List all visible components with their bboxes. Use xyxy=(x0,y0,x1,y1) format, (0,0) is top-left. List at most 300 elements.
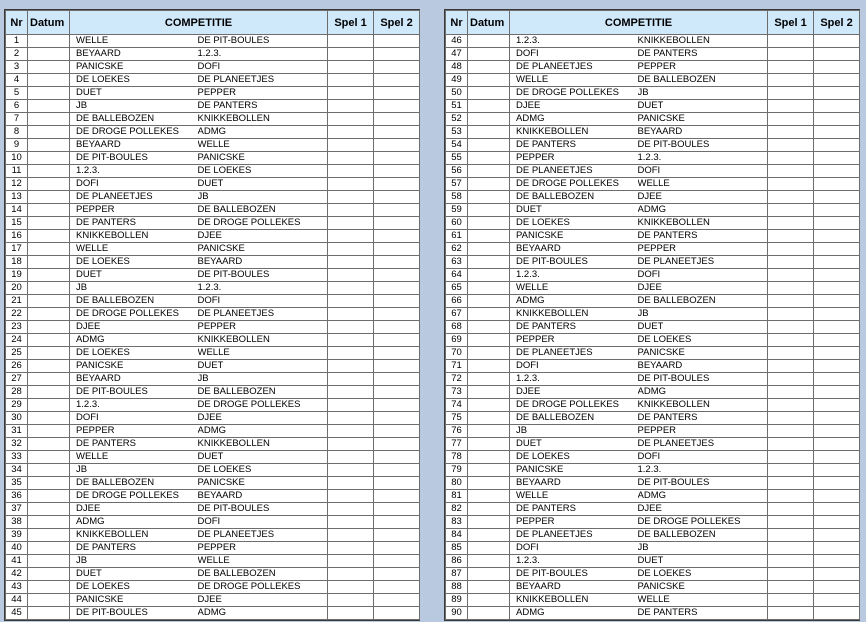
score-game-2-cell[interactable] xyxy=(374,243,420,256)
date-cell[interactable] xyxy=(28,87,70,100)
score-game-2-cell[interactable] xyxy=(374,373,420,386)
score-game-1-cell[interactable] xyxy=(768,295,814,308)
score-game-1-cell[interactable] xyxy=(768,568,814,581)
date-cell[interactable] xyxy=(468,334,510,347)
date-cell[interactable] xyxy=(468,165,510,178)
score-game-1-cell[interactable] xyxy=(768,48,814,61)
date-cell[interactable] xyxy=(468,464,510,477)
score-game-1-cell[interactable] xyxy=(768,607,814,620)
date-cell[interactable] xyxy=(468,74,510,87)
date-cell[interactable] xyxy=(468,230,510,243)
score-game-1-cell[interactable] xyxy=(768,35,814,48)
score-game-2-cell[interactable] xyxy=(814,204,860,217)
score-game-2-cell[interactable] xyxy=(814,282,860,295)
date-cell[interactable] xyxy=(28,399,70,412)
score-game-1-cell[interactable] xyxy=(328,87,374,100)
score-game-2-cell[interactable] xyxy=(374,451,420,464)
team-home: 1.2.3. xyxy=(510,269,638,282)
date-cell[interactable] xyxy=(468,204,510,217)
score-game-2-cell[interactable] xyxy=(374,152,420,165)
score-game-1-cell[interactable] xyxy=(768,100,814,113)
score-game-1-cell[interactable] xyxy=(328,243,374,256)
score-game-2-cell[interactable] xyxy=(814,269,860,282)
date-cell[interactable] xyxy=(468,48,510,61)
score-game-2-cell[interactable] xyxy=(814,35,860,48)
score-game-2-cell[interactable] xyxy=(374,321,420,334)
score-game-1-cell[interactable] xyxy=(328,555,374,568)
score-game-2-cell[interactable] xyxy=(374,399,420,412)
score-game-2-cell[interactable] xyxy=(814,217,860,230)
score-game-1-cell[interactable] xyxy=(768,516,814,529)
match-row xyxy=(6,477,420,490)
date-cell[interactable] xyxy=(468,555,510,568)
score-game-1-cell[interactable] xyxy=(328,48,374,61)
date-cell[interactable] xyxy=(28,529,70,542)
team-away: DE LOEKES xyxy=(198,464,328,477)
team-away: DE PIT-BOULES xyxy=(638,139,768,152)
score-game-1-cell[interactable] xyxy=(768,347,814,360)
date-cell[interactable] xyxy=(28,451,70,464)
date-cell[interactable] xyxy=(468,256,510,269)
score-game-2-cell[interactable] xyxy=(374,360,420,373)
score-game-1-cell[interactable] xyxy=(328,230,374,243)
score-game-2-cell[interactable] xyxy=(374,61,420,74)
date-cell[interactable] xyxy=(28,282,70,295)
date-cell[interactable] xyxy=(468,490,510,503)
date-cell[interactable] xyxy=(468,542,510,555)
score-game-2-cell[interactable] xyxy=(374,282,420,295)
date-cell[interactable] xyxy=(28,217,70,230)
date-cell[interactable] xyxy=(468,87,510,100)
score-game-1-cell[interactable] xyxy=(328,308,374,321)
score-game-2-cell[interactable] xyxy=(814,412,860,425)
score-game-2-cell[interactable] xyxy=(814,191,860,204)
score-game-1-cell[interactable] xyxy=(768,503,814,516)
score-game-1-cell[interactable] xyxy=(768,126,814,139)
date-cell[interactable] xyxy=(468,594,510,607)
date-cell[interactable] xyxy=(468,35,510,48)
score-game-2-cell[interactable] xyxy=(814,542,860,555)
date-cell[interactable] xyxy=(28,594,70,607)
date-cell[interactable] xyxy=(28,516,70,529)
date-cell[interactable] xyxy=(468,373,510,386)
score-game-2-cell[interactable] xyxy=(374,542,420,555)
match-row xyxy=(6,464,420,477)
score-game-2-cell[interactable] xyxy=(374,139,420,152)
score-game-2-cell[interactable] xyxy=(374,412,420,425)
date-cell[interactable] xyxy=(468,438,510,451)
score-game-1-cell[interactable] xyxy=(328,178,374,191)
date-cell[interactable] xyxy=(28,61,70,74)
score-game-2-cell[interactable] xyxy=(814,321,860,334)
score-game-1-cell[interactable] xyxy=(328,490,374,503)
score-game-2-cell[interactable] xyxy=(814,48,860,61)
date-cell[interactable] xyxy=(28,503,70,516)
date-cell[interactable] xyxy=(468,477,510,490)
score-game-2-cell[interactable] xyxy=(814,295,860,308)
date-cell[interactable] xyxy=(28,581,70,594)
date-cell[interactable] xyxy=(28,295,70,308)
match-row xyxy=(446,373,860,386)
score-game-2-cell[interactable] xyxy=(374,555,420,568)
team-away: DE PLANEETJES xyxy=(198,308,328,321)
score-game-1-cell[interactable] xyxy=(328,451,374,464)
date-cell[interactable] xyxy=(468,321,510,334)
score-game-2-cell[interactable] xyxy=(814,477,860,490)
date-cell[interactable] xyxy=(28,35,70,48)
score-game-1-cell[interactable] xyxy=(768,581,814,594)
date-cell[interactable] xyxy=(28,412,70,425)
date-cell[interactable] xyxy=(28,191,70,204)
score-game-2-cell[interactable] xyxy=(814,594,860,607)
date-cell[interactable] xyxy=(468,178,510,191)
match-number: 56 xyxy=(446,165,468,178)
score-game-2-cell[interactable] xyxy=(374,464,420,477)
team-away: DE PIT-BOULES xyxy=(638,373,768,386)
date-cell[interactable] xyxy=(28,74,70,87)
match-row xyxy=(6,126,420,139)
score-game-1-cell[interactable] xyxy=(328,568,374,581)
team-home: ADMG xyxy=(510,607,638,620)
score-game-1-cell[interactable] xyxy=(328,607,374,620)
score-game-2-cell[interactable] xyxy=(814,386,860,399)
score-game-1-cell[interactable] xyxy=(328,594,374,607)
score-game-2-cell[interactable] xyxy=(374,438,420,451)
date-cell[interactable] xyxy=(28,204,70,217)
score-game-1-cell[interactable] xyxy=(328,61,374,74)
score-game-1-cell[interactable] xyxy=(328,269,374,282)
score-game-2-cell[interactable] xyxy=(814,178,860,191)
score-game-2-cell[interactable] xyxy=(814,152,860,165)
date-cell[interactable] xyxy=(28,334,70,347)
score-game-2-cell[interactable] xyxy=(374,516,420,529)
score-game-1-cell[interactable] xyxy=(768,308,814,321)
match-row xyxy=(446,113,860,126)
match-row xyxy=(446,568,860,581)
score-game-1-cell[interactable] xyxy=(328,295,374,308)
date-cell[interactable] xyxy=(468,126,510,139)
score-game-1-cell[interactable] xyxy=(768,477,814,490)
score-game-1-cell[interactable] xyxy=(768,217,814,230)
score-game-1-cell[interactable] xyxy=(768,230,814,243)
date-cell[interactable] xyxy=(28,386,70,399)
date-cell[interactable] xyxy=(28,477,70,490)
score-game-2-cell[interactable] xyxy=(814,230,860,243)
score-game-2-cell[interactable] xyxy=(814,74,860,87)
score-game-1-cell[interactable] xyxy=(768,399,814,412)
date-cell[interactable] xyxy=(28,568,70,581)
score-game-1-cell[interactable] xyxy=(768,386,814,399)
date-cell[interactable] xyxy=(28,438,70,451)
score-game-2-cell[interactable] xyxy=(374,269,420,282)
date-cell[interactable] xyxy=(468,217,510,230)
score-game-2-cell[interactable] xyxy=(814,581,860,594)
score-game-1-cell[interactable] xyxy=(768,243,814,256)
score-game-2-cell[interactable] xyxy=(814,607,860,620)
score-game-1-cell[interactable] xyxy=(328,152,374,165)
score-game-1-cell[interactable] xyxy=(768,451,814,464)
date-cell[interactable] xyxy=(468,581,510,594)
score-game-2-cell[interactable] xyxy=(374,165,420,178)
score-game-2-cell[interactable] xyxy=(374,191,420,204)
score-game-1-cell[interactable] xyxy=(768,542,814,555)
date-cell[interactable] xyxy=(468,425,510,438)
team-away: DUET xyxy=(638,321,768,334)
match-row xyxy=(6,48,420,61)
date-cell[interactable] xyxy=(468,412,510,425)
date-cell[interactable] xyxy=(28,555,70,568)
score-game-1-cell[interactable] xyxy=(768,139,814,152)
score-game-2-cell[interactable] xyxy=(814,126,860,139)
score-game-1-cell[interactable] xyxy=(328,347,374,360)
score-game-1-cell[interactable] xyxy=(768,256,814,269)
date-cell[interactable] xyxy=(28,373,70,386)
date-cell[interactable] xyxy=(468,451,510,464)
score-game-2-cell[interactable] xyxy=(374,230,420,243)
date-cell[interactable] xyxy=(468,152,510,165)
score-game-2-cell[interactable] xyxy=(814,490,860,503)
date-cell[interactable] xyxy=(28,269,70,282)
score-game-2-cell[interactable] xyxy=(374,35,420,48)
date-cell[interactable] xyxy=(468,100,510,113)
score-game-2-cell[interactable] xyxy=(374,217,420,230)
team-home: DOFI xyxy=(510,48,638,61)
score-game-1-cell[interactable] xyxy=(328,204,374,217)
score-game-2-cell[interactable] xyxy=(374,529,420,542)
score-game-2-cell[interactable] xyxy=(814,451,860,464)
match-row xyxy=(446,412,860,425)
date-cell[interactable] xyxy=(28,100,70,113)
score-game-1-cell[interactable] xyxy=(768,204,814,217)
score-game-1-cell[interactable] xyxy=(328,516,374,529)
score-game-2-cell[interactable] xyxy=(374,581,420,594)
score-game-1-cell[interactable] xyxy=(328,139,374,152)
score-game-2-cell[interactable] xyxy=(814,373,860,386)
team-away: DJEE xyxy=(198,230,328,243)
score-game-1-cell[interactable] xyxy=(328,74,374,87)
team-home: DOFI xyxy=(70,178,198,191)
team-away: DOFI xyxy=(638,451,768,464)
date-cell[interactable] xyxy=(28,152,70,165)
team-away: DUET xyxy=(638,555,768,568)
score-game-1-cell[interactable] xyxy=(328,386,374,399)
score-game-1-cell[interactable] xyxy=(768,529,814,542)
score-game-1-cell[interactable] xyxy=(768,269,814,282)
score-game-1-cell[interactable] xyxy=(328,373,374,386)
score-game-1-cell[interactable] xyxy=(768,438,814,451)
score-game-2-cell[interactable] xyxy=(814,425,860,438)
date-cell[interactable] xyxy=(28,490,70,503)
score-game-1-cell[interactable] xyxy=(328,425,374,438)
date-cell[interactable] xyxy=(28,256,70,269)
date-cell[interactable] xyxy=(28,464,70,477)
score-game-2-cell[interactable] xyxy=(814,139,860,152)
score-game-1-cell[interactable] xyxy=(768,412,814,425)
date-cell[interactable] xyxy=(468,516,510,529)
date-cell[interactable] xyxy=(28,178,70,191)
date-cell[interactable] xyxy=(28,113,70,126)
date-cell[interactable] xyxy=(28,607,70,620)
score-game-2-cell[interactable] xyxy=(374,256,420,269)
score-game-2-cell[interactable] xyxy=(814,100,860,113)
date-cell[interactable] xyxy=(28,230,70,243)
score-game-2-cell[interactable] xyxy=(814,464,860,477)
date-cell[interactable] xyxy=(468,347,510,360)
date-cell[interactable] xyxy=(28,321,70,334)
score-game-2-cell[interactable] xyxy=(374,477,420,490)
score-game-1-cell[interactable] xyxy=(328,35,374,48)
score-game-2-cell[interactable] xyxy=(814,568,860,581)
score-game-1-cell[interactable] xyxy=(328,542,374,555)
score-game-2-cell[interactable] xyxy=(374,308,420,321)
score-game-2-cell[interactable] xyxy=(374,126,420,139)
score-game-2-cell[interactable] xyxy=(374,425,420,438)
score-game-2-cell[interactable] xyxy=(814,61,860,74)
date-cell[interactable] xyxy=(468,607,510,620)
date-cell[interactable] xyxy=(28,360,70,373)
score-game-1-cell[interactable] xyxy=(768,74,814,87)
score-game-1-cell[interactable] xyxy=(768,425,814,438)
score-game-2-cell[interactable] xyxy=(374,178,420,191)
score-game-2-cell[interactable] xyxy=(374,386,420,399)
score-game-1-cell[interactable] xyxy=(768,360,814,373)
score-game-1-cell[interactable] xyxy=(328,217,374,230)
date-cell[interactable] xyxy=(28,165,70,178)
score-game-1-cell[interactable] xyxy=(768,321,814,334)
score-game-2-cell[interactable] xyxy=(814,308,860,321)
score-game-2-cell[interactable] xyxy=(814,87,860,100)
score-game-2-cell[interactable] xyxy=(814,334,860,347)
score-game-2-cell[interactable] xyxy=(374,607,420,620)
score-game-1-cell[interactable] xyxy=(328,282,374,295)
score-game-2-cell[interactable] xyxy=(374,204,420,217)
score-game-1-cell[interactable] xyxy=(328,399,374,412)
score-game-2-cell[interactable] xyxy=(814,503,860,516)
score-game-1-cell[interactable] xyxy=(768,282,814,295)
score-game-1-cell[interactable] xyxy=(328,581,374,594)
score-game-2-cell[interactable] xyxy=(374,100,420,113)
score-game-2-cell[interactable] xyxy=(814,347,860,360)
score-game-2-cell[interactable] xyxy=(374,503,420,516)
score-game-2-cell[interactable] xyxy=(374,490,420,503)
date-cell[interactable] xyxy=(468,269,510,282)
date-cell[interactable] xyxy=(468,503,510,516)
score-game-1-cell[interactable] xyxy=(768,490,814,503)
date-cell[interactable] xyxy=(28,126,70,139)
score-game-1-cell[interactable] xyxy=(328,334,374,347)
score-game-1-cell[interactable] xyxy=(328,503,374,516)
date-cell[interactable] xyxy=(28,425,70,438)
score-game-2-cell[interactable] xyxy=(374,347,420,360)
date-cell[interactable] xyxy=(28,139,70,152)
score-game-2-cell[interactable] xyxy=(374,87,420,100)
score-game-2-cell[interactable] xyxy=(374,594,420,607)
date-cell[interactable] xyxy=(468,568,510,581)
score-game-1-cell[interactable] xyxy=(768,464,814,477)
date-cell[interactable] xyxy=(468,529,510,542)
score-game-2-cell[interactable] xyxy=(814,243,860,256)
date-cell[interactable] xyxy=(468,295,510,308)
score-game-1-cell[interactable] xyxy=(768,555,814,568)
date-cell[interactable] xyxy=(468,386,510,399)
score-game-1-cell[interactable] xyxy=(768,594,814,607)
team-home: ADMG xyxy=(510,113,638,126)
date-cell[interactable] xyxy=(468,61,510,74)
date-cell[interactable] xyxy=(28,347,70,360)
score-game-2-cell[interactable] xyxy=(814,399,860,412)
score-game-2-cell[interactable] xyxy=(814,555,860,568)
score-game-1-cell[interactable] xyxy=(328,464,374,477)
score-game-2-cell[interactable] xyxy=(374,74,420,87)
score-game-2-cell[interactable] xyxy=(814,438,860,451)
score-game-2-cell[interactable] xyxy=(374,295,420,308)
date-cell[interactable] xyxy=(28,243,70,256)
match-number: 4 xyxy=(6,74,28,87)
score-game-1-cell[interactable] xyxy=(768,373,814,386)
score-game-2-cell[interactable] xyxy=(374,113,420,126)
date-cell[interactable] xyxy=(468,360,510,373)
score-game-1-cell[interactable] xyxy=(328,438,374,451)
score-game-1-cell[interactable] xyxy=(768,191,814,204)
score-game-1-cell[interactable] xyxy=(328,529,374,542)
score-game-2-cell[interactable] xyxy=(814,113,860,126)
team-home: DE DROGE POLLEKES xyxy=(70,308,198,321)
score-game-1-cell[interactable] xyxy=(768,334,814,347)
score-game-1-cell[interactable] xyxy=(768,113,814,126)
score-game-2-cell[interactable] xyxy=(814,529,860,542)
score-game-1-cell[interactable] xyxy=(328,191,374,204)
team-away: KNIKKEBOLLEN xyxy=(198,334,328,347)
score-game-1-cell[interactable] xyxy=(328,126,374,139)
match-number: 28 xyxy=(6,386,28,399)
date-cell[interactable] xyxy=(468,243,510,256)
score-game-1-cell[interactable] xyxy=(768,152,814,165)
date-cell[interactable] xyxy=(468,113,510,126)
score-game-1-cell[interactable] xyxy=(328,165,374,178)
score-game-2-cell[interactable] xyxy=(814,516,860,529)
score-game-1-cell[interactable] xyxy=(328,100,374,113)
score-game-2-cell[interactable] xyxy=(374,334,420,347)
date-cell[interactable] xyxy=(28,308,70,321)
score-game-1-cell[interactable] xyxy=(328,321,374,334)
date-cell[interactable] xyxy=(28,542,70,555)
score-game-1-cell[interactable] xyxy=(768,165,814,178)
score-game-1-cell[interactable] xyxy=(328,360,374,373)
score-game-1-cell[interactable] xyxy=(768,87,814,100)
score-game-2-cell[interactable] xyxy=(374,568,420,581)
date-cell[interactable] xyxy=(468,399,510,412)
score-game-1-cell[interactable] xyxy=(768,178,814,191)
date-cell[interactable] xyxy=(468,191,510,204)
score-game-2-cell[interactable] xyxy=(814,165,860,178)
score-game-2-cell[interactable] xyxy=(814,360,860,373)
score-game-1-cell[interactable] xyxy=(768,61,814,74)
score-game-1-cell[interactable] xyxy=(328,113,374,126)
date-cell[interactable] xyxy=(468,308,510,321)
date-cell[interactable] xyxy=(468,139,510,152)
team-home: DE PIT-BOULES xyxy=(70,607,198,620)
score-game-2-cell[interactable] xyxy=(814,256,860,269)
team-home: DE PANTERS xyxy=(70,542,198,555)
team-home: WELLE xyxy=(510,74,638,87)
score-game-1-cell[interactable] xyxy=(328,412,374,425)
score-game-2-cell[interactable] xyxy=(374,48,420,61)
date-cell[interactable] xyxy=(468,282,510,295)
date-cell[interactable] xyxy=(28,48,70,61)
score-game-1-cell[interactable] xyxy=(328,477,374,490)
score-game-1-cell[interactable] xyxy=(328,256,374,269)
header-datum: Datum xyxy=(468,11,510,35)
